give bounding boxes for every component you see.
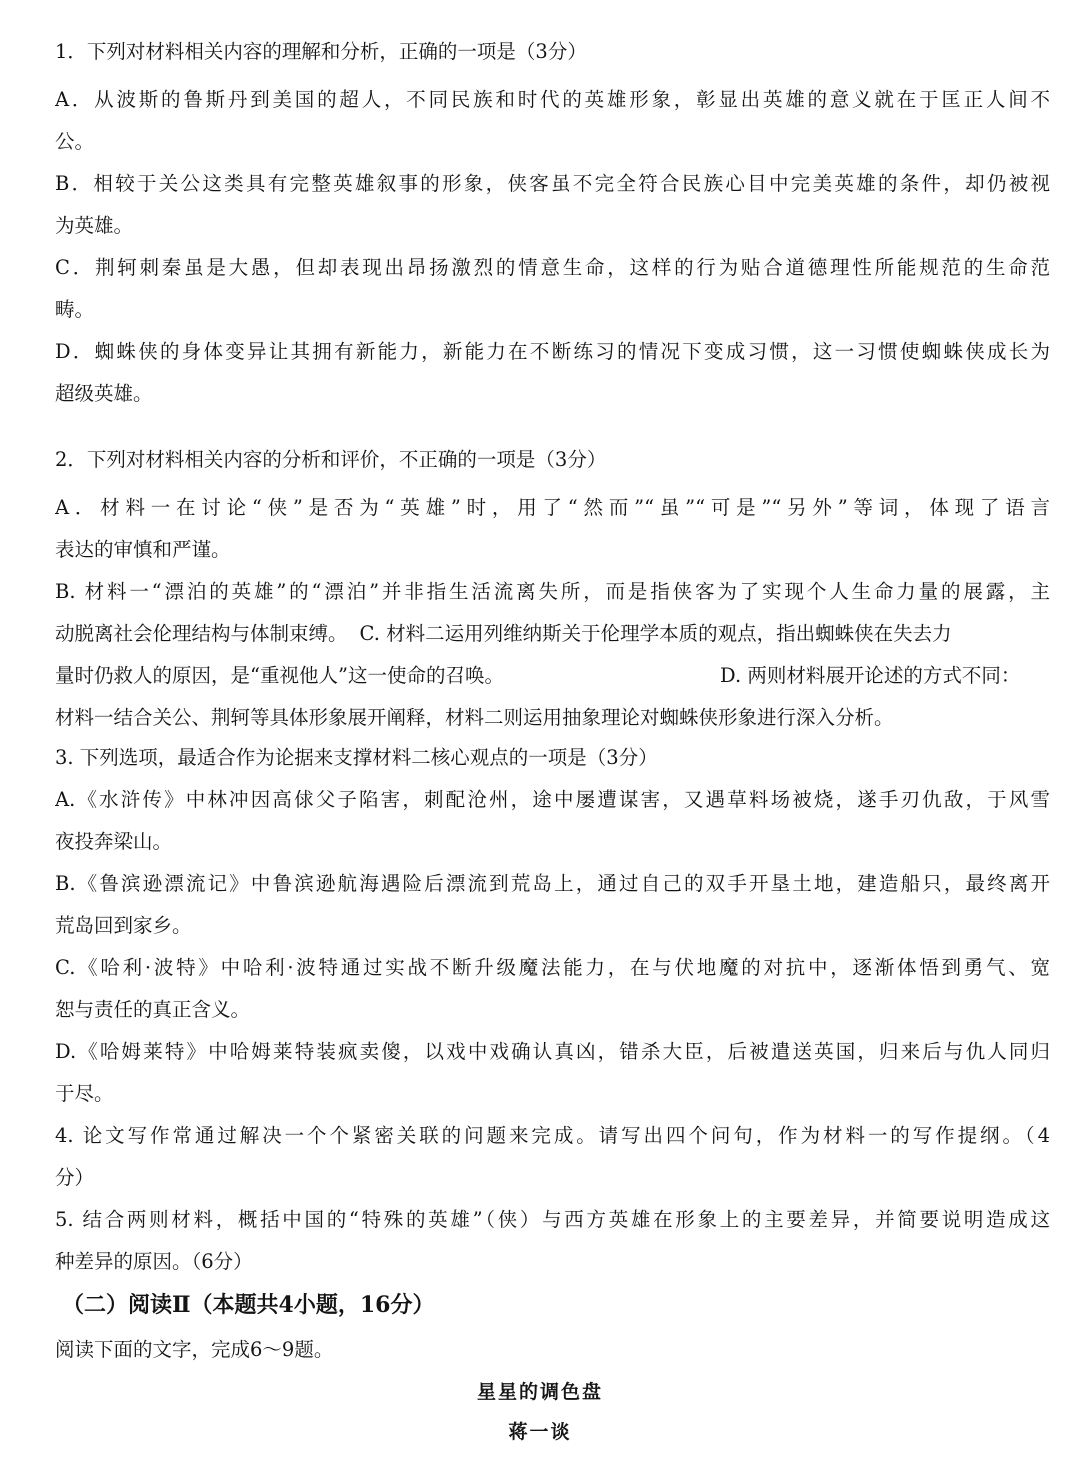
q1-stem: 1．下列对材料相关内容的理解和分析，正确的一项是（3分）	[55, 40, 587, 63]
q5-line1: 5. 结合两则材料，概括中国的“特殊的英雄”（侠）与西方英雄在形象上的主要差异，并简要说明造成这	[55, 1208, 1050, 1231]
q2-option-c-line1: C. 材料二运用列维纳斯关于伦理学本质的观点，指出蜘蛛侠在失去力	[359, 622, 952, 645]
q2-option-b-line1: B. 材料一“漂泊的英雄”的“漂泊”并非指生活流离失所，而是指侠客为了实现个人生命力量的展露，主	[55, 580, 1050, 603]
q4-line2: 分）	[55, 1166, 95, 1189]
q3-stem: 3. 下列选项，最适合作为论据来支撑材料二核心观点的一项是（3分）	[55, 746, 658, 769]
article-title: 星星的调色盘	[476, 1381, 603, 1403]
article-author: 蒋一谈	[508, 1421, 572, 1443]
q2-option-c-line2: 量时仍救人的原因，是“重视他人”这一使命的召唤。	[55, 664, 504, 687]
q1-option-b-line1: B．相较于关公这类具有完整英雄叙事的形象，侠客虽不完全符合民族心目中完美英雄的条件，却仍被视	[55, 172, 1050, 195]
q1-option-d-line1: D．蜘蛛侠的身体变异让其拥有新能力，新能力在不断练习的情况下变成习惯，这一习惯使蜘蛛侠成长为	[55, 340, 1050, 363]
q3-option-c-line2: 恕与责任的真正含义。	[55, 998, 251, 1021]
q3-option-d-line2: 于尽。	[55, 1082, 114, 1105]
section-instruction: 阅读下面的文字，完成6～9题。	[55, 1338, 334, 1361]
q1-option-c-line2: 畴。	[55, 298, 95, 321]
section-title: （二）阅读Ⅱ（本题共4小题，16分）	[62, 1292, 435, 1318]
q3-option-b-line1: B.《鲁滨逊漂流记》中鲁滨逊航海遇险后漂流到荒岛上，通过自己的双手开垦土地，建造船只，最终离开	[55, 872, 1050, 895]
q3-option-a-line2: 夜投奔梁山。	[55, 830, 173, 853]
q5-line2: 种差异的原因。（6分）	[55, 1250, 253, 1273]
q4-line1: 4. 论文写作常通过解决一个个紧密关联的问题来完成。请写出四个问句，作为材料一的写作提纲。（4	[55, 1124, 1050, 1147]
q1-option-a-line2: 公。	[55, 130, 95, 153]
q1-option-a-line1: A．从波斯的鲁斯丹到美国的超人，不同民族和时代的英雄形象，彰显出英雄的意义就在于匡正人间不	[55, 88, 1050, 111]
q1-option-d-line2: 超级英雄。	[55, 382, 153, 405]
q3-option-d-line1: D.《哈姆莱特》中哈姆莱特装疯卖傻，以戏中戏确认真凶，错杀大臣，后被遣送英国，归来后与仇人同归	[55, 1040, 1050, 1063]
q1-option-c-line1: C．荆轲刺秦虽是大愚，但却表现出昂扬激烈的情意生命，这样的行为贴合道德理性所能规范的生命范	[55, 256, 1050, 279]
q3-option-b-line2: 荒岛回到家乡。	[55, 914, 192, 937]
q2-stem: 2．下列对材料相关内容的分析和评价，不正确的一项是（3分）	[55, 448, 607, 471]
q2-option-d-line1: D. 两则材料展开论述的方式不同：	[720, 664, 1021, 687]
q1-option-b-line2: 为英雄。	[55, 214, 134, 237]
q2-option-a-line2: 表达的审慎和严谨。	[55, 538, 231, 561]
q2-option-b-c-line	[55, 620, 1050, 648]
q2-option-a-line1: A．材料一在讨论“侠”是否为“英雄”时，用了“然而”“虽”“可是”“另外”等词，体现了语言	[55, 496, 1050, 519]
q2-option-d-line2: 材料一结合关公、荆轲等具体形象展开阐释，材料二则运用抽象理论对蜘蛛侠形象进行深入分析。	[55, 706, 894, 729]
q2-option-b-line2: 动脱离社会伦理结构与体制束缚。	[55, 622, 348, 645]
q3-option-a-line1: A.《水浒传》中林冲因高俅父子陷害，刺配沧州，途中屡遭谋害，又遇草料场被烧，遂手刃仇敌，于风雪	[55, 788, 1050, 811]
q3-option-c-line1: C.《哈利·波特》中哈利·波特通过实战不断升级魔法能力，在与伏地魔的对抗中，逐渐体悟到勇气、宽	[55, 956, 1050, 979]
